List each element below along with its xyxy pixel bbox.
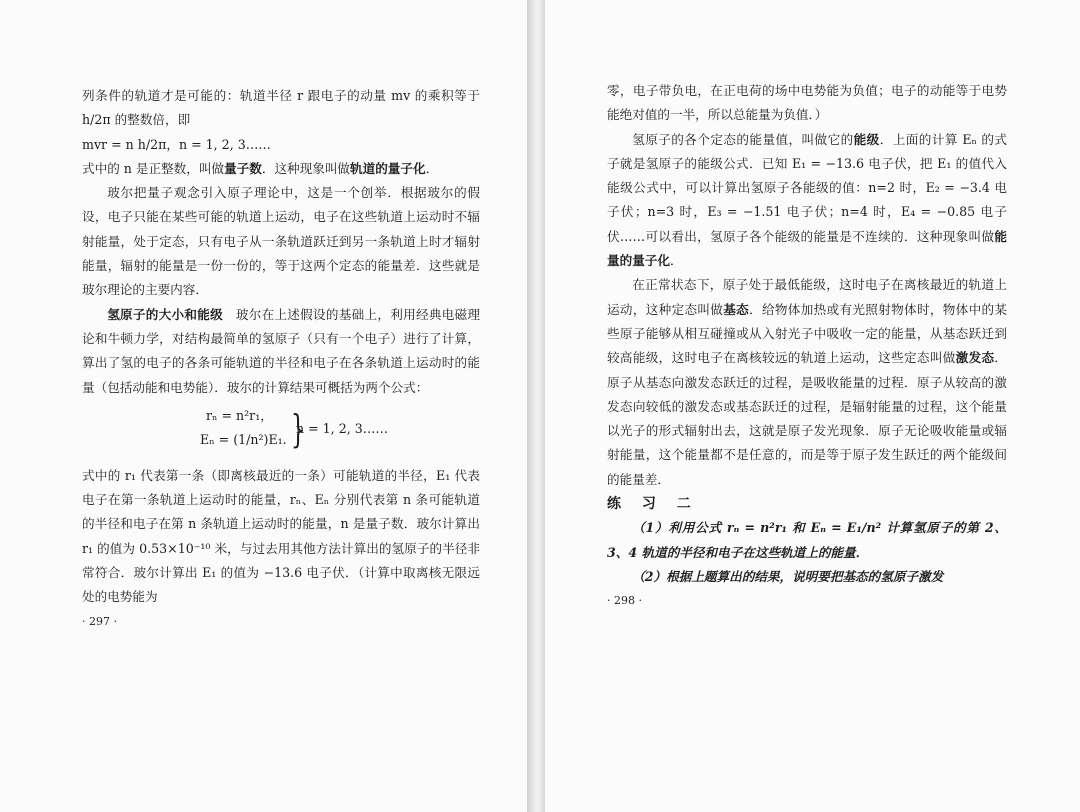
book-gutter (527, 0, 545, 812)
paragraph: 在正常状态下，原子处于最低能级，这时电子在离核最近的轨道上运动，这种定态叫做基态．给物体加热或有光照射物体时，物体中的某些原子能够从相互碰撞或从入射光子中吸收一定的能量，从基态跃迁到较高能级，这时电子在离核较远的轨道上运动，这些定态叫做激发态．原子从基态向激发态跃迁的过程，是吸收能量的过程．原子从较高的激发态向较低的激发态或基态跃迁的过程，是辐射能量的过程，这个能量以光子的形式辐射出去，这就是原子发光现象．原子无论吸收能量或辐射能量，这个能量都不是任意的，而是等于原子发生跃迁的两个能级间的能量差． (607, 277, 1008, 487)
page-number: · 298 · (607, 594, 642, 608)
term-orbit-quantization: 轨道的量子化 (350, 160, 426, 176)
exercise-item: （2）根据上题算出的结果，说明要把基态的氢原子激发 (632, 568, 944, 584)
paragraph: 玻尔把量子观念引入原子理论中，这是一个创举．根据玻尔的假设，电子只能在某些可能的轨道上运动，电子在这些轨道上运动时不辐射能量，处于定态，只有电子从一条轨道跃迁到另一条轨道上时才辐射能量，辐射的能量是一份一份的，等于这两个定态的能量差．这些就是玻尔理论的主要内容． (82, 185, 480, 298)
left-page (0, 0, 527, 812)
paragraph: 零，电子带负电，在正电荷的场中电势能为负值；电子的动能等于电势能绝对值的一半，所以总能量为负值．） (607, 83, 1007, 123)
formula-block (82, 404, 480, 458)
term-quantum-number: 量子数 (224, 160, 262, 176)
term-ground-state: 基态 (723, 301, 750, 317)
formula-radius: rₙ = n²r₁， (206, 407, 273, 423)
paragraph: 式中的 n 是正整数，叫做量子数．这种现象叫做轨道的量子化． (82, 160, 439, 176)
formula-n-range: n = 1, 2, 3…… (296, 420, 388, 436)
brace-glyph: } (290, 406, 306, 451)
paragraph: 列条件的轨道才是可能的：轨道半径 r 跟电子的动量 mv 的乘积等于 h/2π 的整数倍，即 (82, 88, 480, 128)
page-number: · 297 · (82, 614, 117, 628)
equation: mvr = n h/2π，n = 1, 2, 3…… (82, 136, 271, 152)
left-text-column (82, 84, 480, 634)
exercise-heading: 练 习 二 (607, 496, 699, 513)
exercise-item: （1）利用公式 rₙ = n²r₁ 和 Eₙ = E₁/n² 计算氢原子的第 2、3、4 轨道的半径和电子在这些轨道上的能量． (607, 520, 1007, 560)
right-text-column (607, 79, 1007, 614)
paragraph: 式中的 r₁ 代表第一条（即离核最近的一条）可能轨道的半径，E₁ 代表电子在第一条轨道上运动时的能量，rₙ、Eₙ 分别代表第 n 条可能轨道的半径和电子在第 n 条轨道上运动时的能量，n 是量子数．玻尔计算出 r₁ 的值为 0.53×10⁻¹⁰ 米，与过去用其他方法计算出的氢原子的半径非常符合．玻尔计算出 E₁ 的值为 −13.6 电子伏．（计算中取离核无限远处的电势能为 (82, 467, 480, 605)
paragraph: 氢原子的各个定态的能量值，叫做它的能级．上面的计算 Eₙ 的式子就是氢原子的能级公式．已知 E₁ = −13.6 电子伏，把 E₁ 的值代入能级公式中，可以计算出氢原子各能级的值：n=2 时，E₂ = −3.4 电子伏；n=3 时，E₃ = −1.51 电子伏；n=4 时，E₄ = −0.85 电子伏……可以看出，氢原子各个能级的能量是不连续的．这种现象叫做能量的量子化． (607, 131, 1008, 269)
term-energy-level: 能级 (853, 131, 880, 147)
term-energy-quantization: 能量的量子化 (607, 228, 1007, 269)
formula-energy: Eₙ = (1/n²)E₁. (200, 431, 287, 447)
term-excited-state: 激发态 (955, 350, 995, 366)
right-page (545, 0, 1080, 812)
paragraph: 氢原子的大小和能级 玻尔在上述假设的基础上，利用经典电磁理论和牛顿力学，对结构最简单的氢原子（只有一个电子）进行了计算，算出了氢的电子的各条可能轨道的半径和电子在各条轨道上运动时的能量（包括动能和电势能）．玻尔的计算结果可概括为两个公式： (82, 306, 481, 395)
section-heading: 氢原子的大小和能级 (107, 306, 223, 322)
